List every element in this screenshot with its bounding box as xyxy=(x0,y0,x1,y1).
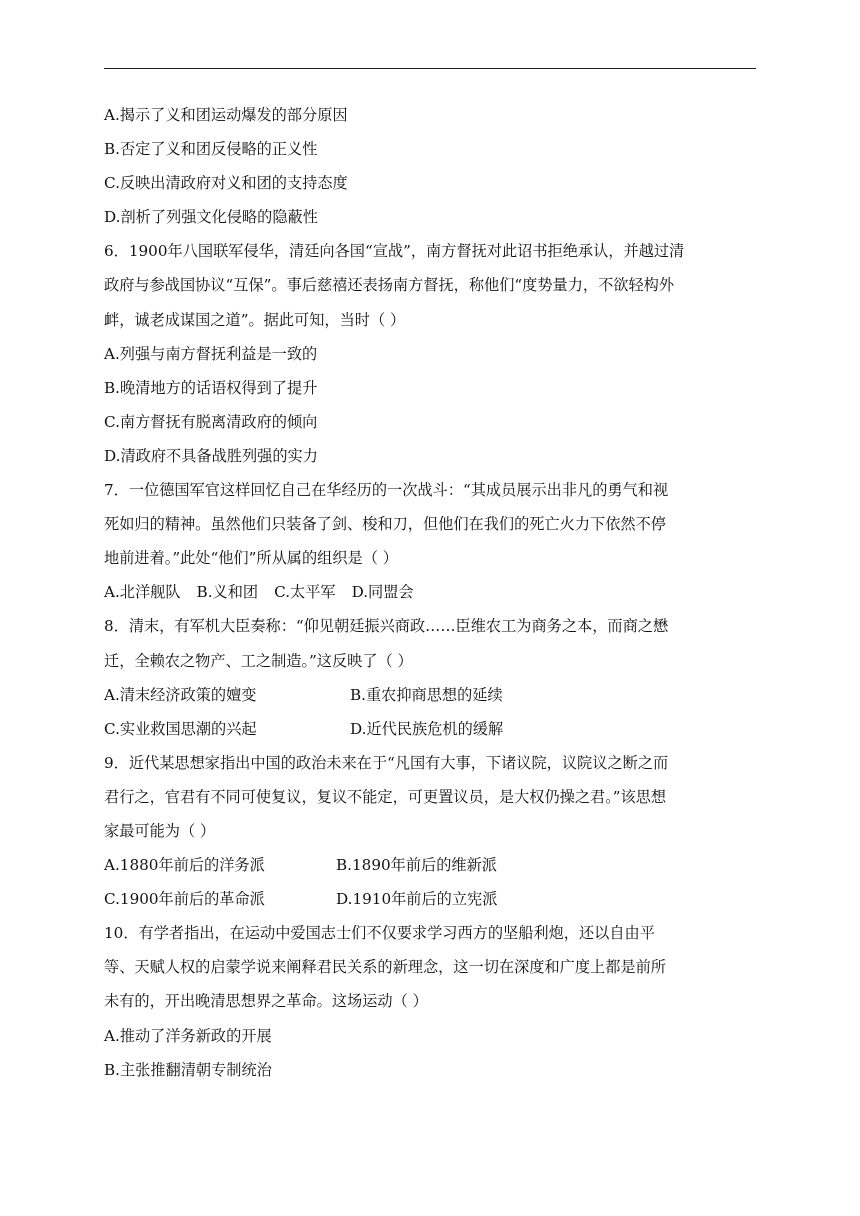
question-10-stem-line: 未有的，开出晚清思想界之革命。这场运动（ ） xyxy=(104,992,428,1011)
question-7-option-d: D.同盟会 xyxy=(351,583,414,602)
question-8-options-row xyxy=(104,712,760,746)
question-9-option-c: C.1900年前后的革命派 xyxy=(104,890,265,909)
question-9-stem-line: 9．近代某思想家指出中国的政治未来在于“凡国有大事，下诸议院，议院议之断之而 xyxy=(104,753,669,772)
option-line: C.反映出清政府对义和团的支持态度 xyxy=(104,174,348,193)
question-6-stem-line: 政府与参战国协议“互保”。事后慈禧还表扬南方督抚，称他们“度势量力，不欲轻构外 xyxy=(104,276,675,295)
question-9-option-b: B.1890年前后的维新派 xyxy=(336,856,497,875)
question-9-option-d: D.1910年前后的立宪派 xyxy=(336,890,498,909)
question-8-option-d: D.近代民族危机的缓解 xyxy=(350,719,504,738)
question-6-option: B.晚清地方的话语权得到了提升 xyxy=(104,378,318,397)
question-7-stem-line: 地前进着。”此处“他们”所从属的组织是（ ） xyxy=(104,549,398,568)
question-9-stem-line: 君行之，官君有不同可使复议，复议不能定，可更置议员，是大权仍操之君。”该思想 xyxy=(104,787,667,806)
question-8-option-c: C.实业救国思潮的兴起 xyxy=(104,719,257,738)
question-9-options-row xyxy=(104,848,760,882)
option-line: D.剖析了列强文化侵略的隐蔽性 xyxy=(104,208,318,227)
question-8-option-b: B.重农抑商思想的延续 xyxy=(350,685,503,704)
question-8-options-row xyxy=(104,678,760,712)
question-7-stem-line: 7．一位德国军官这样回忆自己在华经历的一次战斗：“其成员展示出非凡的勇气和视 xyxy=(104,481,669,500)
question-6-stem-line: 衅，诚老成谋国之道”。据此可知，当时（ ） xyxy=(104,310,406,329)
page-content xyxy=(104,98,760,1087)
question-7-option-c: C.太平军 xyxy=(274,583,336,602)
question-10-option-b: B.主张推翻清朝专制统治 xyxy=(104,1060,272,1079)
question-6-option: C.南方督抚有脱离清政府的倾向 xyxy=(104,412,318,431)
question-10-stem-line: 10．有学者指出，在运动中爱国志士们不仅要求学习西方的坚船利炮，还以自由平 xyxy=(104,924,655,943)
question-9-option-a: A.1880年前后的洋务派 xyxy=(104,856,265,875)
header-rule xyxy=(104,68,756,69)
question-10-option-a: A.推动了洋务新政的开展 xyxy=(104,1026,272,1045)
question-6-option: A.列强与南方督抚利益是一致的 xyxy=(104,344,318,363)
question-7-option-a: A.北洋舰队 xyxy=(104,583,181,602)
question-8-stem-line: 8．清末，有军机大臣奏称：“仰见朝廷振兴商政……臣维农工为商务之本，而商之懋 xyxy=(104,617,669,636)
question-9-options-row xyxy=(104,882,760,916)
option-line: B.否定了义和团反侵略的正义性 xyxy=(104,140,318,159)
question-7-option-b: B.义和团 xyxy=(196,583,259,602)
question-10-stem-line: 等、天赋人权的启蒙学说来阐释君民关系的新理念，这一切在深度和广度上都是前所 xyxy=(104,958,666,977)
question-8-option-a: A.清末经济政策的嬗变 xyxy=(104,685,257,704)
question-6-option: D.清政府不具备战胜列强的实力 xyxy=(104,446,318,465)
option-line: A.揭示了义和团运动爆发的部分原因 xyxy=(104,106,348,124)
question-7-stem-line: 死如归的精神。虽然他们只装备了剑、梭和刀，但他们在我们的死亡火力下依然不停 xyxy=(104,515,666,534)
question-9-stem-line: 家最可能为（ ） xyxy=(104,821,216,840)
question-7-options xyxy=(104,575,760,609)
question-6-stem-line: 6．1900年八国联军侵华，清廷向各国“宣战”，南方督抚对此诏书拒绝承认，并越过清 xyxy=(104,242,685,261)
question-8-stem-line: 迁，全赖农之物产、工之制造。”这反映了（ ） xyxy=(104,651,413,670)
